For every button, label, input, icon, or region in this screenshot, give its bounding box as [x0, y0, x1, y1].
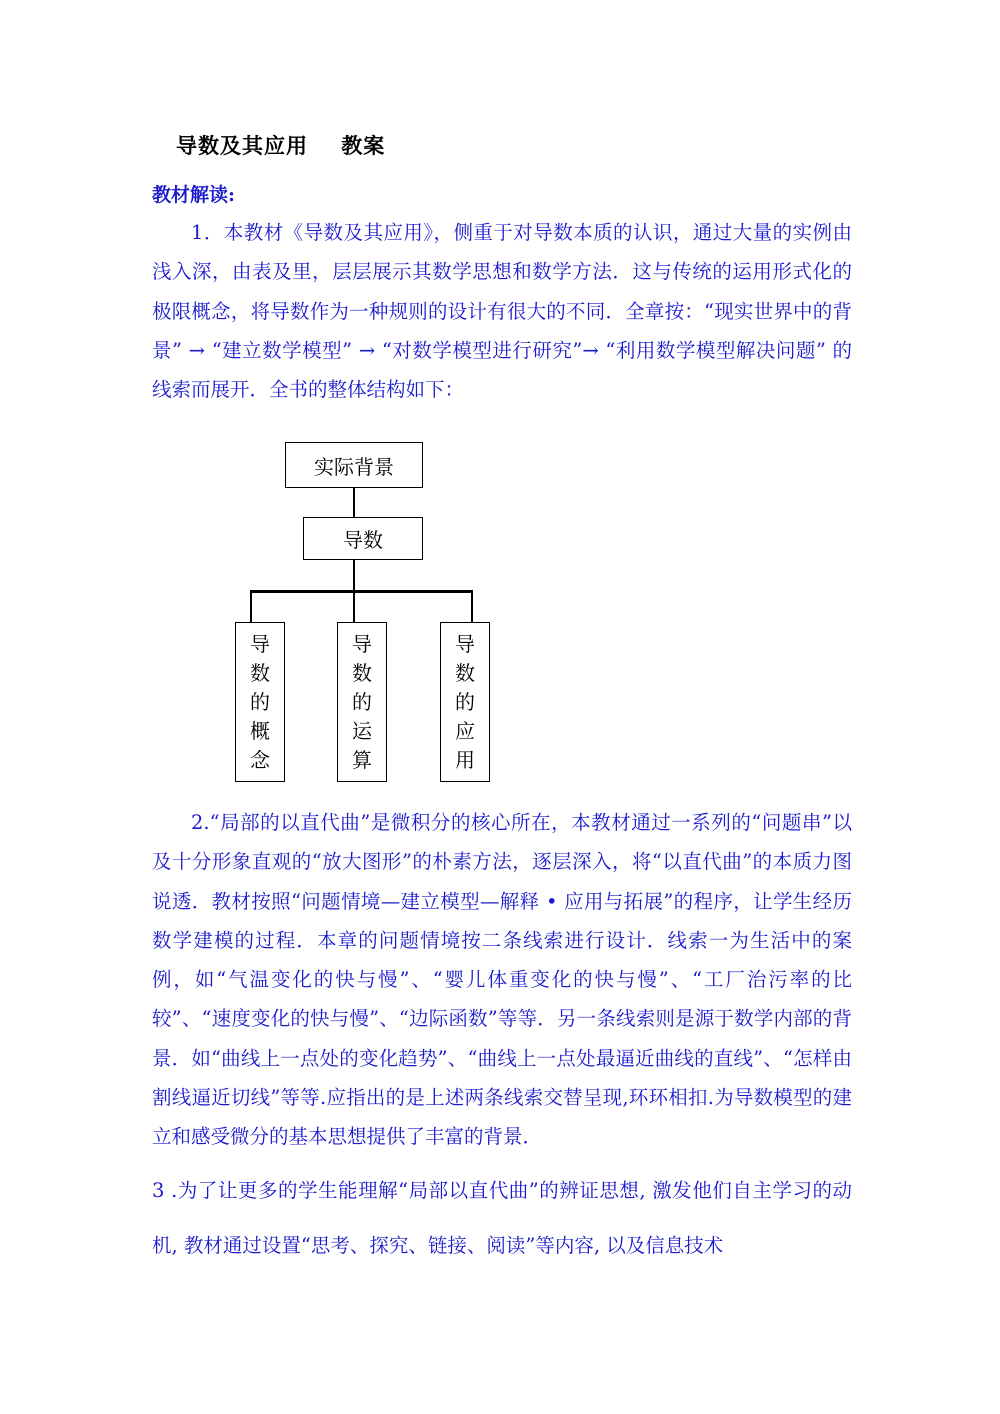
- connector-right: [471, 590, 473, 622]
- structure-diagram: [230, 438, 500, 788]
- node-char: 导: [455, 631, 475, 656]
- node-char: 应: [455, 719, 475, 744]
- document-title: 导数及其应用 教案: [176, 133, 386, 158]
- node-char: 数: [455, 660, 475, 685]
- paragraph-2: 2.“局部的以直代曲”是微积分的核心所在，本教材通过一系列的“问题串”以及十分形象直观的“放大图形”的朴素方法，逐层深入，将“以直代曲”的本质力图说透．教材按照“问题情境—建立模型—解释 • 应用与拓展”的程序，让学生经历数学建模的过程．本章的问题情境按二条线索进行设计．线索一为生活中的案例，如“气温变化的快与慢”、“婴儿体重变化的快与慢”、“工厂治污率的比较”、“速度变化的快与慢”、“边际函数”等等．另一条线索则是源于数学内部的背景．如“曲线上一点处的变化趋势”、“曲线上一点处最逼近曲线的直线”、“怎样由割线逼近切线”等等.应指出的是上述两条线索交替呈现,环环相扣.为导数模型的建立和感受微分的基本思想提供了丰富的背景．: [152, 811, 852, 1149]
- connector-top-mid: [353, 488, 355, 517]
- node-char: 运: [352, 719, 372, 744]
- node-char: 念: [250, 748, 270, 773]
- node-char: 数: [250, 660, 270, 685]
- diagram-node-background: 实际背景: [285, 442, 423, 488]
- connector-bus: [250, 590, 473, 593]
- paragraph-1: 1．本教材《导数及其应用》，侧重于对导数本质的认识，通过大量的实例由浅入深，由表及里，层层展示其数学思想和数学方法．这与传统的运用形式化的极限概念，将导数作为一种规则的设计有很大的不同．全章按：“现实世界中的背景” → “建立数学模型” → “对数学模型进行研究”→ “利用数学模型解决问题” 的线索而展开．全书的整体结构如下：: [152, 221, 852, 402]
- diagram-node-operation: [337, 622, 387, 782]
- node-char: 用: [455, 748, 475, 773]
- node-char: 导: [352, 631, 372, 656]
- node-char: 的: [455, 689, 475, 714]
- paragraph-3: 3 .为了让更多的学生能理解“局部以直代曲”的辨证思想, 激发他们自主学习的动机, 教材通过设置“思考、探究、链接、阅读”等内容, 以及信息技术: [152, 1179, 852, 1257]
- connector-left: [250, 590, 252, 622]
- node-char: 的: [352, 689, 372, 714]
- section-heading: 教材解读:: [152, 184, 236, 206]
- node-char: 数: [352, 660, 372, 685]
- node-char: 的: [250, 689, 270, 714]
- node-char: 导: [250, 631, 270, 656]
- diagram-node-concept: [235, 622, 285, 782]
- node-char: 算: [352, 748, 372, 773]
- diagram-node-derivative: 导数: [303, 517, 423, 560]
- node-char: 概: [250, 719, 270, 744]
- diagram-node-application: [440, 622, 490, 782]
